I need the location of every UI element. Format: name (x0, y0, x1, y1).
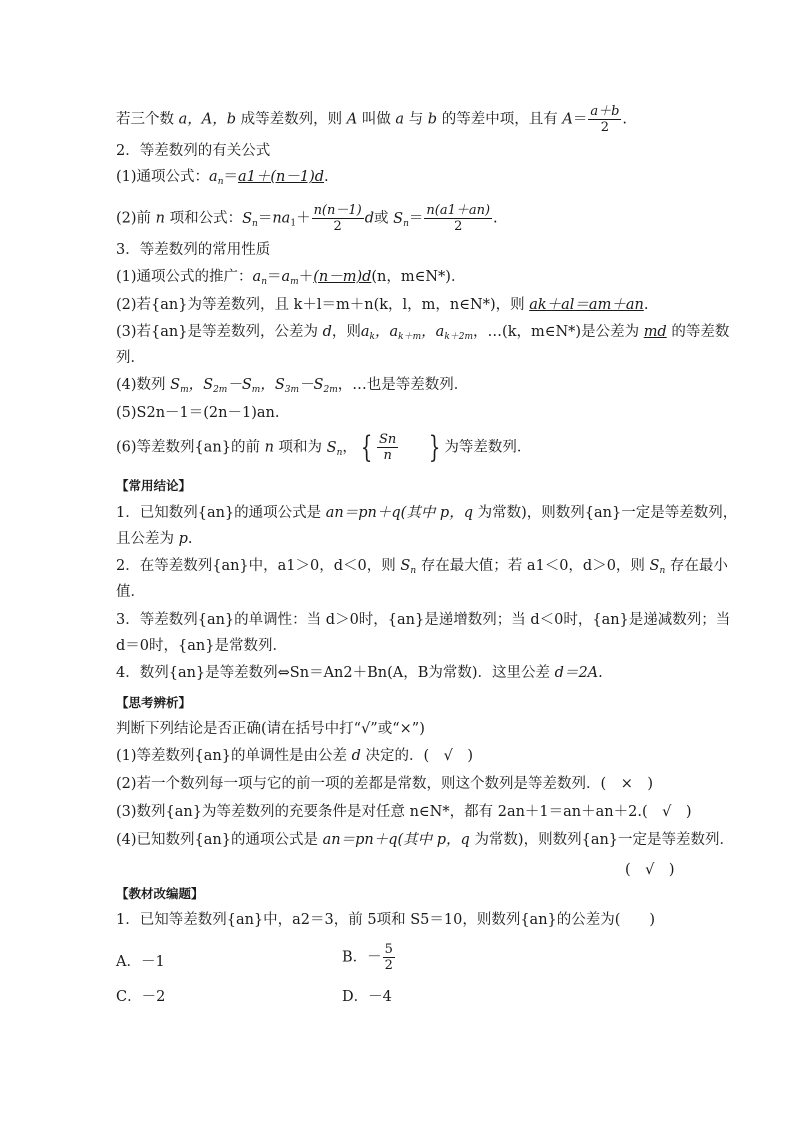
middle-term-line: 若三个数 a，A，b 成等差数列，则 A 叫做 a 与 b 的等差中项，且有 A＝ $\frac{a+b}{2}$ . (116, 104, 627, 135)
judge-item-4-mark: ( √ ) (625, 862, 675, 878)
conclusion-4: 4．数列{an}是等差数列⇔Sn＝An2＋Bn(A，B为常数)．这里公差 d＝2A. (116, 665, 603, 681)
conclusion-1-cont: 且公差为 p. (116, 531, 193, 547)
property-5: (5)S2n－1＝(2n－1)an. (116, 405, 280, 421)
textbook-adapted-title: 【教材改编题】 (116, 886, 204, 901)
property-1: (1)通项公式的推广：$a_n=a_m+(n-m)d(n$，m∈N*)． (116, 269, 466, 287)
common-conclusions-title: 【常用结论】 (116, 478, 192, 493)
sum-formula: (2)前 n 项和公式：$S_n=na_1+$ $\frac{n(n-1)}{2}$ d或 $S_n=$ $\frac{n(a1+an)}{2}$ . (116, 203, 498, 234)
option-d: D．－4 (342, 989, 392, 1005)
judge-instruction: 判断下列结论是否正确(请在括号中打“√”或“×”) (116, 721, 425, 737)
judge-item-1: (1)等差数列{an}的单调性是由公差 d 决定的．( √ ) (116, 748, 474, 764)
property-6: (6)等差数列{an}的前 n 项和为 $S_n$， { $\frac{Sn}{n}$ } 为等差数列． (116, 429, 532, 465)
middle-term-fraction: $\frac{a+b}{2}$ (590, 104, 620, 135)
property-4: (4)数列 $S_m$，$S_{2m}-S_m$，$S_{3m}-S_{2m}$，…也是等差数列． (116, 377, 469, 395)
conclusion-1: 1．已知数列{an}的通项公式是 an＝pn＋q(其中 p，q 为常数)，则数列{an}一定是等差数列， (116, 505, 738, 521)
sum-fraction-2: $\frac{n(a1+an)}{2}$ (426, 203, 491, 234)
property-2: (2)若{an}为等差数列，且 k＋l＝m＋n(k，l，m，n∈N*)，则 ak＋al＝am＋an. (116, 297, 649, 313)
option-a: A．－1 (116, 954, 165, 970)
section-3-title: 3．等差数列的常用性质 (116, 242, 271, 258)
answer-generalized-term: (n－m)d (313, 269, 372, 285)
sum-fraction-1: $\frac{n(n-1)}{2}$ (313, 203, 362, 234)
option-b: B．－ $\frac{5}{2}$ (342, 942, 393, 973)
answer-index-sum: ak＋al＝am＋an (529, 297, 644, 313)
conclusion-2-cont: 值． (116, 584, 145, 600)
conclusion-2: 2．在等差数列{an}中，a1＞0，d＜0，则 $S_n$ 存在最大值；若 a1＜0，d＞0，则 $S_n$ 存在最小 (116, 558, 728, 576)
question-1-stem: 1．已知等差数列{an}中，a2＝3，前 5项和 S5＝10，则数列{an}的公差为( ) (116, 912, 656, 928)
answer-common-difference: md (643, 324, 667, 340)
conclusion-3: 3．等差数列{an}的单调性：当 d＞0时，{an}是递增数列；当 d＜0时，{an}是递减数列；当 (116, 612, 731, 628)
sn-over-n-fraction: $\frac{Sn}{n}$ (378, 432, 397, 463)
property-3-cont: 列． (116, 350, 145, 366)
conclusion-3-cont: d＝0时，{an}是常数列． (116, 638, 287, 654)
judge-item-3: (3)数列{an}为等差数列的充要条件是对任意 n∈N*，都有 2an＋1＝an＋an＋2.( √ ) (116, 804, 692, 820)
section-2-title: 2．等差数列的有关公式 (116, 143, 271, 159)
judge-item-4: (4)已知数列{an}的通项公式是 an＝pn＋q(其中 p，q 为常数)，则数列{an}一定是等差数列． (116, 832, 735, 848)
option-c: C．－2 (116, 989, 166, 1005)
judge-item-2: (2)若一个数列每一项与它的前一项的差都是常数，则这个数列是等差数列．( × ) (116, 776, 653, 792)
property-3: (3)若{an}是等差数列，公差为 d，则$a_k$，$a_{k+m}$，$a_{k+2m}$，…(k，m∈N*)是公差为 md 的等差数 (116, 324, 730, 342)
think-analysis-title: 【思考辨析】 (116, 695, 192, 710)
answer-general-term: a1＋(n－1)d (238, 169, 325, 185)
general-term-formula: (1)通项公式：$a_n=a1+(n-1)d$. (116, 169, 329, 187)
